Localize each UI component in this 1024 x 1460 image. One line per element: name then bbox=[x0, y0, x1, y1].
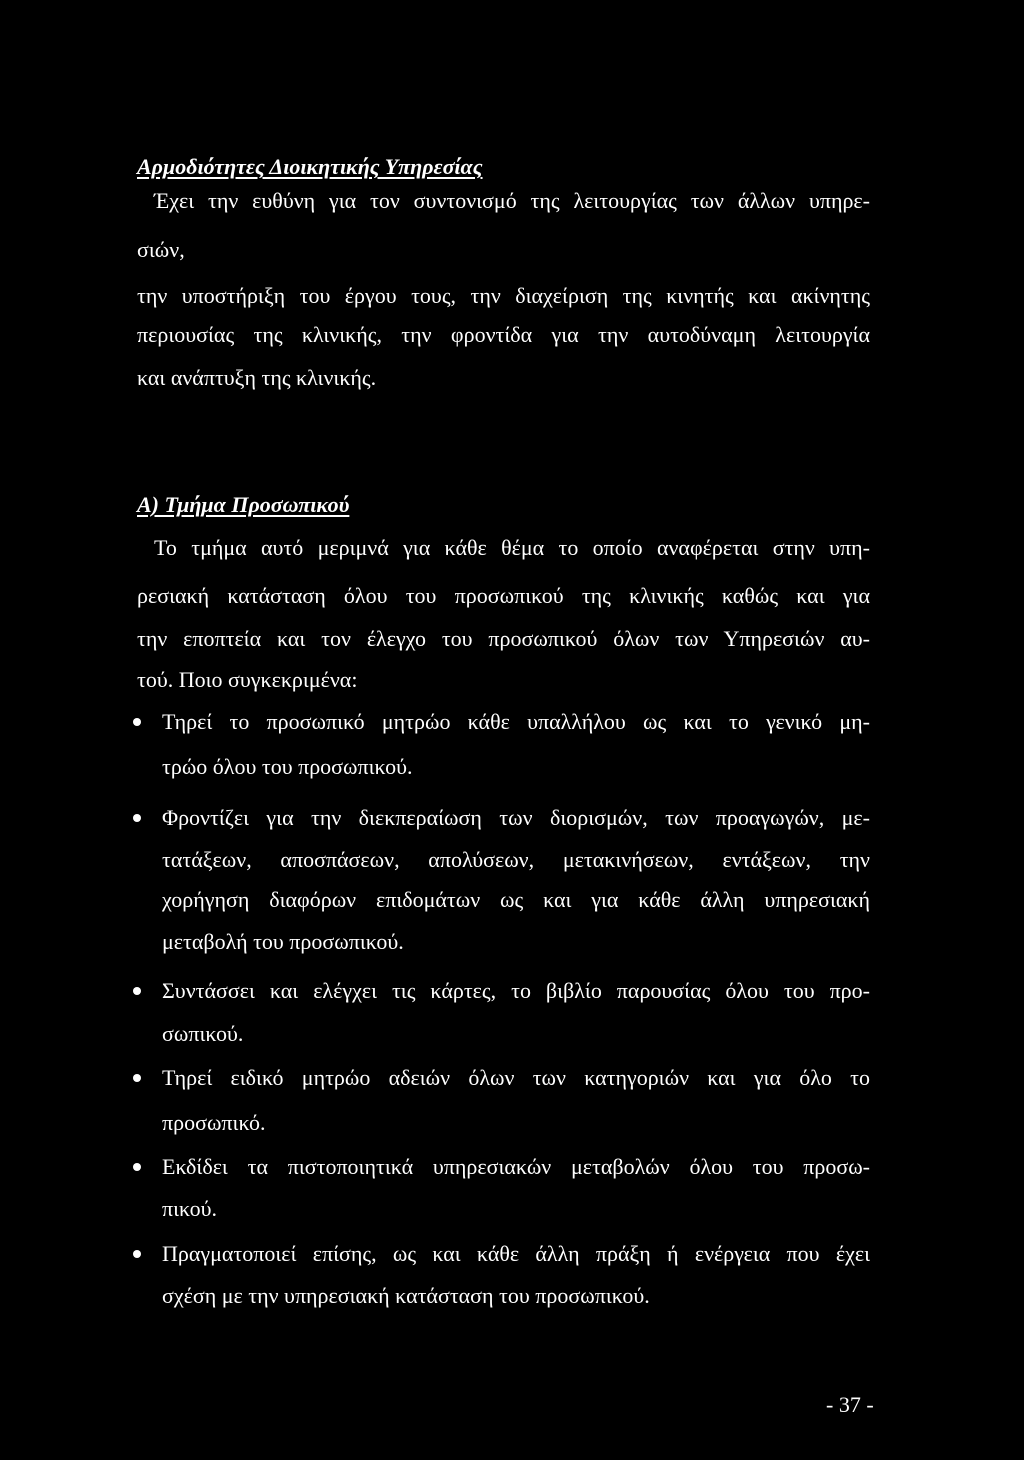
bullet-icon bbox=[133, 1250, 141, 1258]
list-item-line: σχέση με την υπηρεσιακή κατάσταση του προσωπικού. bbox=[162, 1283, 650, 1308]
paragraph-line: περιουσίας της κλινικής, την φροντίδα για την αυτοδύναμη λειτουργία bbox=[137, 322, 870, 347]
list-item-line: σωπικού. bbox=[162, 1021, 244, 1046]
list-item-line: χορήγηση διαφόρων επιδομάτων ως και για κάθε άλλη υπηρεσιακή bbox=[162, 887, 870, 912]
list-item-line: Συντάσσει και ελέγχει τις κάρτες, το βιβλίο παρουσίας όλου του προ- bbox=[162, 978, 870, 1003]
paragraph-line: και ανάπτυξη της κλινικής. bbox=[137, 365, 377, 390]
list-item-line: προσωπικό. bbox=[162, 1110, 266, 1135]
paragraph-line: την εποπτεία και τον έλεγχο του προσωπικού όλων των Υπηρεσιών αυ- bbox=[137, 626, 870, 651]
bullet-icon bbox=[133, 718, 141, 726]
paragraph-line: Το τμήμα αυτό μεριμνά για κάθε θέμα το οποίο αναφέρεται στην υπη- bbox=[154, 535, 870, 560]
bullet-icon bbox=[133, 814, 141, 822]
paragraph-line: ρεσιακή κατάσταση όλου του προσωπικού της κλινικής καθώς και για bbox=[137, 583, 870, 608]
list-item-line: Τηρεί το προσωπικό μητρώο κάθε υπαλλήλου ως και το γενικό μη- bbox=[162, 709, 870, 734]
paragraph-line: Έχει την ευθύνη για τον συντονισμό της λειτουργίας των άλλων υπηρε- bbox=[154, 188, 870, 213]
list-item-line: Πραγματοποιεί επίσης, ως και κάθε άλλη πράξη ή ενέργεια που έχει bbox=[162, 1241, 870, 1266]
list-item-line: πικού. bbox=[162, 1196, 218, 1221]
list-item-line: τατάξεων, αποσπάσεων, απολύσεων, μετακινήσεων, εντάξεων, την bbox=[162, 847, 870, 872]
bullet-icon bbox=[133, 1074, 141, 1082]
page-number: - 37 - bbox=[826, 1392, 874, 1417]
paragraph-line: σιών, bbox=[137, 237, 185, 262]
paragraph-line: την υποστήριξη του έργου τους, την διαχείριση της κινητής και ακίνητης bbox=[137, 283, 870, 308]
bullet-icon bbox=[133, 987, 141, 995]
bullet-icon bbox=[133, 1163, 141, 1171]
section-heading-administrative-service: Αρμοδιότητες Διοικητικής Υπηρεσίας bbox=[137, 154, 483, 179]
paragraph-line: τού. Ποιο συγκεκριμένα: bbox=[137, 667, 358, 692]
list-item-line: Εκδίδει τα πιστοποιητικά υπηρεσιακών μεταβολών όλου του προσω- bbox=[162, 1154, 870, 1179]
section-heading-personnel-department: Α) Τμήμα Προσωπικού bbox=[137, 492, 350, 517]
list-item-line: Τηρεί ειδικό μητρώο αδειών όλων των κατηγοριών και για όλο το bbox=[162, 1065, 870, 1090]
list-item-line: μεταβολή του προσωπικού. bbox=[162, 929, 404, 954]
list-item-line: τρώο όλου του προσωπικού. bbox=[162, 754, 413, 779]
list-item-line: Φροντίζει για την διεκπεραίωση των διορισμών, των προαγωγών, με- bbox=[162, 805, 870, 830]
